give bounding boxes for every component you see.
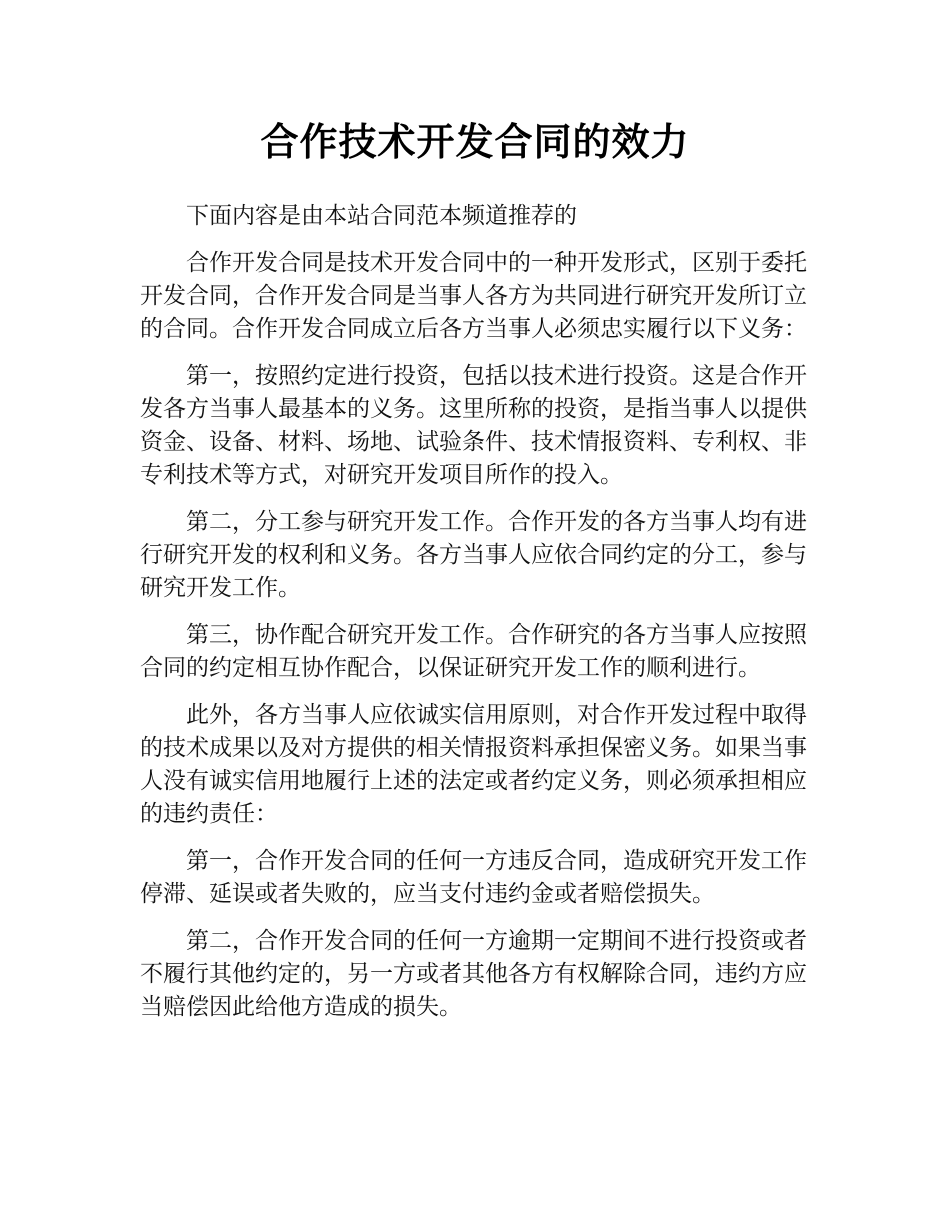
paragraph-liability-first: 第一，合作开发合同的任何一方违反合同，造成研究开发工作停滞、延误或者失败的，应当支付违约金或者赔偿损失。 — [140, 848, 807, 907]
paragraph-intro: 下面内容是由本站合同范本频道推荐的 — [186, 203, 577, 229]
document-body — [140, 200, 820, 1038]
document-title: 合作技术开发合同的效力 — [260, 120, 690, 164]
paragraph-duty-investment: 第一，按照约定进行投资，包括以技术进行投资。这是合作开发各方当事人最基本的义务。这里所称的投资，是指当事人以提供资金、设备、材料、场地、试验条件、技术情报资料、专利权、非专利技术等方式，对研究开发项目所作的投入。 — [140, 363, 807, 488]
paragraph-confidentiality: 此外，各方当事人应依诚实信用原则，对合作开发过程中取得的技术成果以及对方提供的相关情报资料承担保密义务。如果当事人没有诚实信用地履行上述的法定或者约定义务，则必须承担相应的违约责任： — [140, 702, 807, 827]
paragraph-duty-cooperation: 第三，协作配合研究开发工作。合作研究的各方当事人应按照合同的约定相互协作配合，以保证研究开发工作的顺利进行。 — [140, 622, 807, 681]
paragraph-duty-participation: 第二，分工参与研究开发工作。合作开发的各方当事人均有进行研究开发的权利和义务。各方当事人应依合同约定的分工，参与研究开发工作。 — [140, 509, 807, 601]
paragraph-overview: 合作开发合同是技术开发合同中的一种开发形式，区别于委托开发合同，合作开发合同是当事人各方为共同进行研究开发所订立的合同。合作开发合同成立后各方当事人必须忠实履行以下义务： — [140, 250, 807, 342]
paragraph-liability-second: 第二，合作开发合同的任何一方逾期一定期间不进行投资或者不履行其他约定的，另一方或者其他各方有权解除合同，违约方应当赔偿因此给他方造成的损失。 — [140, 928, 807, 1020]
